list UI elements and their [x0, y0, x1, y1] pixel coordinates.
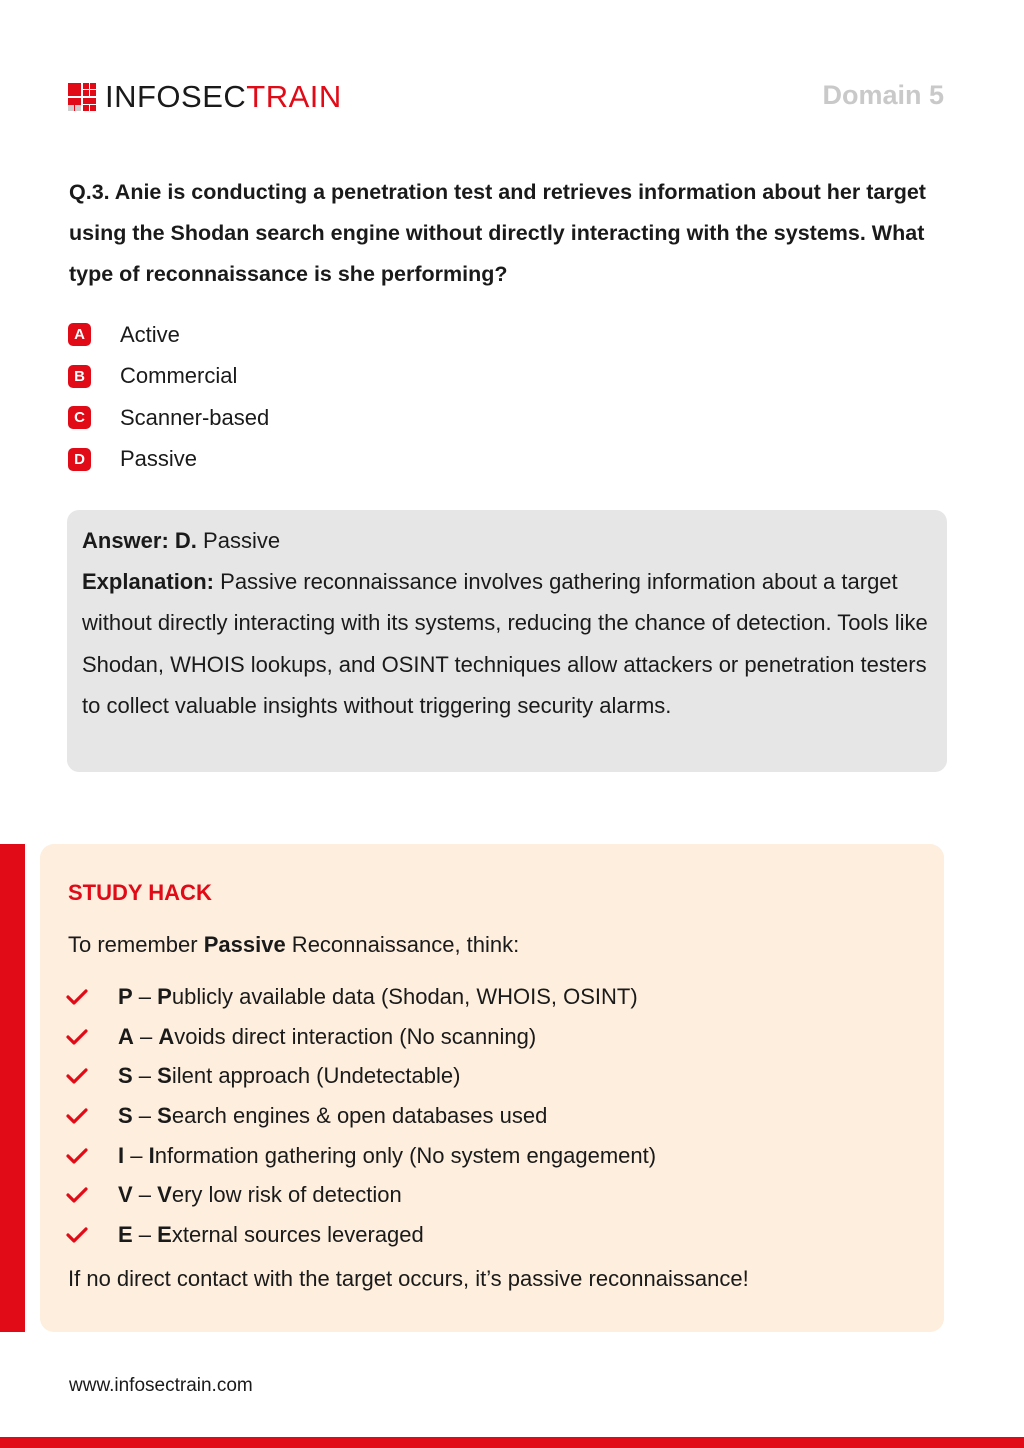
study-hack-intro: [68, 932, 519, 958]
mnemonic-text: [118, 1182, 402, 1208]
mnemonic-key: S: [118, 1063, 133, 1089]
checkmark-icon: [66, 1067, 88, 1085]
option-b: [68, 356, 269, 398]
mnemonic-initial: E: [157, 1221, 172, 1247]
study-hack-title: STUDY HACK: [68, 880, 212, 905]
checkmark-icon: [66, 1028, 88, 1046]
logo-mark-icon: [68, 83, 96, 111]
mnemonic-initial: V: [157, 1182, 172, 1208]
study-hack-box: [40, 844, 944, 1332]
mnemonic-rest: nformation gathering only (No system engagement): [154, 1142, 657, 1168]
mnemonic-rest: xternal sources leveraged: [171, 1221, 424, 1247]
checkmark-icon: [66, 1226, 88, 1244]
mnemonic-item: [66, 1096, 656, 1136]
intro-prefix: To remember: [68, 932, 204, 957]
option-a: [68, 314, 269, 356]
option-d: [68, 439, 269, 481]
mnemonic-text: [118, 1103, 547, 1129]
mnemonic-text: [118, 1143, 656, 1169]
mnemonic-item: [66, 1175, 656, 1215]
logo-text-infosec: INFOSEC: [105, 79, 247, 114]
answer-line: [82, 520, 932, 561]
answer-value: Passive: [203, 528, 281, 553]
mnemonic-list: [66, 977, 656, 1255]
mnemonic-initial: A: [158, 1023, 175, 1049]
mnemonic-dash: –: [132, 1182, 158, 1208]
mnemonic-dash: –: [132, 1221, 158, 1247]
mnemonic-rest: voids direct interaction (No scanning): [174, 1023, 537, 1049]
mnemonic-item: [66, 1056, 656, 1096]
study-hack-outro: If no direct contact with the target occurs, it’s passive reconnaissance!: [68, 1266, 749, 1291]
mnemonic-key: A: [118, 1023, 134, 1049]
option-letter-badge: A: [68, 323, 91, 346]
mnemonic-dash: –: [132, 1102, 158, 1128]
mnemonic-item: [66, 1136, 656, 1176]
mnemonic-key: P: [118, 983, 133, 1009]
logo-wordmark: [105, 81, 342, 112]
explanation-text: Passive reconnaissance involves gathering information about a target without directly interacting with its systems, reducing the chance of detection. Tools like Shodan, WHOIS lookups, and OSINT techniques allow attackers or penetration testers to collect valuable insights without triggering security alarms.: [82, 569, 928, 718]
footer-accent-bar: [0, 1437, 1024, 1448]
checkmark-icon: [66, 1186, 88, 1204]
option-text: Scanner-based: [120, 404, 270, 430]
intro-suffix: Reconnaissance, think:: [285, 932, 520, 957]
infosectrain-logo: [68, 81, 342, 112]
checkmark-icon: [66, 1147, 88, 1165]
question-text: Q.3. Anie is conducting a penetration test and retrieves information about her target using the Shodan search engine without directly interacting with the systems. What type of reconnaissance is she performing?: [69, 180, 926, 286]
option-letter-badge: C: [68, 406, 91, 429]
answer-options: [68, 314, 269, 480]
mnemonic-rest: ery low risk of detection: [171, 1182, 402, 1208]
mnemonic-key: V: [118, 1182, 133, 1208]
mnemonic-text: [118, 984, 638, 1010]
explanation: [82, 561, 932, 726]
mnemonic-dash: –: [132, 1063, 158, 1089]
answer-box: [67, 510, 947, 772]
mnemonic-dash: –: [124, 1142, 149, 1168]
mnemonic-key: S: [118, 1102, 133, 1128]
mnemonic-key: E: [118, 1221, 133, 1247]
mnemonic-dash: –: [133, 1023, 159, 1049]
checkmark-icon: [66, 988, 88, 1006]
mnemonic-initial: P: [157, 983, 172, 1009]
intro-bold: Passive: [203, 932, 286, 957]
mnemonic-rest: earch engines & open databases used: [171, 1102, 548, 1128]
page-header: [68, 78, 944, 118]
mnemonic-dash: –: [132, 983, 158, 1009]
mnemonic-initial: I: [148, 1142, 155, 1168]
mnemonic-rest: ublicly available data (Shodan, WHOIS, OSINT): [171, 983, 638, 1009]
mnemonic-initial: S: [157, 1102, 172, 1128]
option-text: Commercial: [120, 363, 238, 389]
footer-url[interactable]: www.infosectrain.com: [69, 1375, 253, 1396]
logo-text-train: TRAIN: [246, 79, 342, 114]
mnemonic-rest: ilent approach (Undetectable): [171, 1063, 461, 1089]
option-letter-badge: B: [68, 365, 91, 388]
option-text: Passive: [120, 446, 198, 472]
mnemonic-item: [66, 1215, 656, 1255]
mnemonic-key: I: [118, 1142, 125, 1168]
checkmark-icon: [66, 1107, 88, 1125]
mnemonic-text: [118, 1222, 424, 1248]
domain-label: Domain 5: [822, 80, 944, 110]
option-c: [68, 397, 269, 439]
option-text: Active: [120, 321, 180, 347]
mnemonic-text: [118, 1063, 460, 1089]
answer-label: Answer: D.: [82, 528, 197, 553]
explanation-label: Explanation:: [82, 569, 215, 595]
study-hack-accent-bar: [0, 844, 25, 1332]
mnemonic-item: [66, 1017, 656, 1057]
mnemonic-initial: S: [157, 1063, 172, 1089]
mnemonic-text: [118, 1024, 536, 1050]
option-letter-badge: D: [68, 448, 91, 471]
mnemonic-item: [66, 977, 656, 1017]
